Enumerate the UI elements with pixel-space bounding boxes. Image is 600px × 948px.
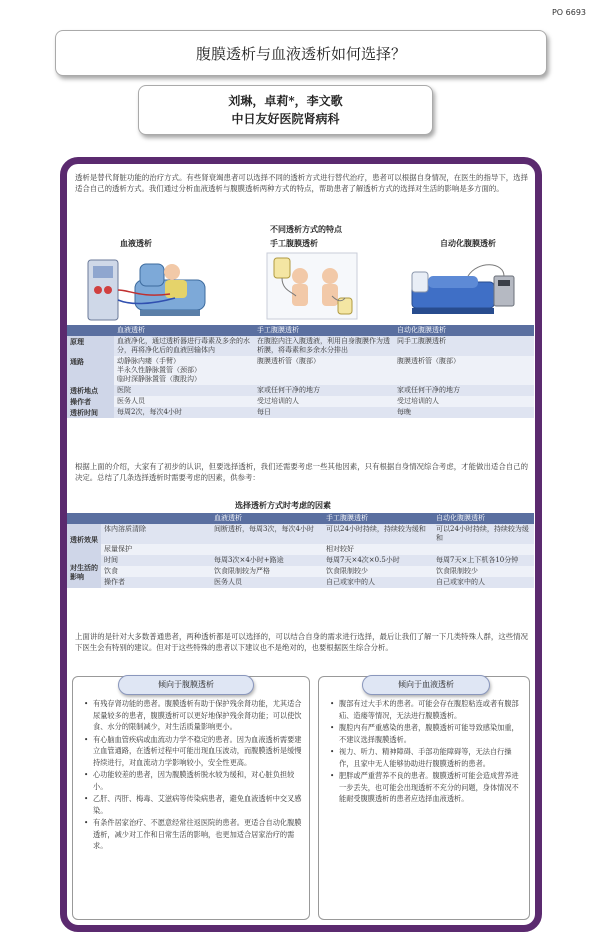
factors-table-header	[67, 513, 534, 524]
manual-pd-illustration	[262, 250, 362, 322]
table-cell	[211, 544, 323, 555]
intro-paragraph: 透析是替代肾脏功能的治疗方式。有些肾衰竭患者可以选择不同的透析方式进行替代治疗，患者可以根据自身情况，在医生的指导下，选择适合自己的透析方式。我们通过分析血液透析与腹膜透析两种方式的特点，帮助患者了解透析方式的选择对生活的影响是多方面的。	[75, 173, 528, 193]
table-cell: 饮食	[104, 567, 118, 575]
table-cell: 相对较好	[326, 545, 354, 553]
table-row	[67, 336, 534, 356]
group-label: 对生活的影响	[67, 555, 101, 588]
table-row	[67, 577, 534, 588]
left-box-title: 倾向于腹膜透析	[118, 675, 254, 695]
table-cell: 每日	[257, 408, 271, 416]
table-row	[67, 407, 534, 418]
author-block	[138, 85, 433, 135]
list-item: • 有条件居家治疗、不愿意经常往返医院的患者。更适合自动化腹膜透析，减少对工作和日常生活的影响，也更加适合居家治疗的需求。	[84, 817, 302, 852]
table-cell: 饮食限制较少	[326, 567, 368, 575]
mode-label-automated-pd: 自动化腹膜透析	[440, 238, 496, 248]
header-cell: 自动化腹膜透析	[394, 325, 534, 336]
poster-code: PO 6693	[551, 8, 586, 17]
table-cell: 医务人员	[117, 397, 145, 405]
table-cell: 每周7天×上下机各10分钟	[436, 556, 519, 564]
table-cell: 操作者	[104, 578, 125, 586]
header-cell: 自动化腹膜透析	[433, 513, 534, 524]
table-row	[67, 566, 534, 577]
row-label: 操作者	[67, 396, 114, 407]
table-cell: 体内溶质清除	[104, 525, 146, 533]
table-cell: 腹膜透析管（腹部）	[397, 357, 460, 365]
list-item: • 肥胖或严重营养不良的患者。腹膜透析可能会造成营养进一步丢失，也可能会出现透析不充分的问题，身体情况不能耐受腹膜透析的患者应选择血液透析。	[330, 770, 522, 805]
features-table-header	[67, 325, 534, 336]
table-cell: 受过培训的人	[257, 397, 299, 405]
table-cell: 同手工腹膜透析	[397, 337, 446, 345]
row-label: 透析时间	[67, 407, 114, 418]
list-item: • 有残存肾功能的患者。腹膜透析有助于保护残余肾功能，尤其适合尿量较多的患者，腹膜透析可以更好地保护残余肾功能；可以使饮食、水分的限制减少，对生活质量影响更小。	[84, 698, 302, 733]
table-cell: 家或任何干净的地方	[397, 386, 460, 394]
header-cell: 手工腹膜透析	[254, 325, 394, 336]
table-row	[67, 385, 534, 396]
table-cell: 医务人员	[214, 578, 242, 586]
list-item: • 乙肝、丙肝、梅毒、艾滋病等传染病患者，避免血液透析中交叉感染。	[84, 793, 302, 816]
table-cell: 每周7天×4次×0.5小时	[326, 556, 400, 564]
middle-paragraph: 根据上面的介绍，大家有了初步的认识，但要选择透析，我们还需要考虑一些其他因素，只有根据自身情况综合考虑，才能做出适合自己的决定。总结了几条选择透析时需要考虑的因素，供参考：	[75, 462, 528, 482]
table-row	[67, 555, 534, 566]
mode-label-manual-pd: 手工腹膜透析	[270, 238, 318, 248]
table-row	[67, 396, 534, 407]
table-row	[67, 544, 534, 555]
table-cell: 腹膜透析管（腹部）	[257, 357, 320, 365]
table-row	[67, 356, 534, 385]
left-bullet-list	[84, 698, 302, 853]
table-cell: 每晚	[397, 408, 411, 416]
table-cell: 时间	[104, 556, 118, 564]
table-cell: 尿量保护	[104, 545, 132, 553]
table-row	[67, 524, 534, 544]
header-cell: 血液透析	[211, 513, 323, 524]
factors-table-title: 选择透析方式时考虑的因素	[235, 500, 331, 510]
hemodialysis-illustration	[80, 250, 230, 325]
table-cell: 每周2次，每次4小时	[117, 408, 182, 416]
right-box-title: 倾向于血液透析	[362, 675, 490, 695]
automated-pd-illustration	[408, 252, 518, 320]
header-cell	[101, 513, 211, 524]
table-cell: 可以24小时持续，持续较为缓和	[326, 525, 426, 533]
features-title: 不同透析方式的特点	[270, 224, 342, 234]
table-cell: 自己或家中的人	[436, 578, 485, 586]
features-table	[67, 325, 534, 418]
list-item: • 腹部有过大手术的患者。可能会存在腹腔粘连或者有腹部疝、造瘘等情况，无法进行腹膜透析。	[330, 698, 522, 721]
row-label: 通路	[67, 356, 114, 385]
header-cell	[67, 513, 101, 524]
table-cell: 受过培训的人	[397, 397, 439, 405]
list-item: • 有心脑血管疾病或血流动力学不稳定的患者。因为血液透析需要建立血管通路，在透析过程中可能出现血压波动，而腹膜透析是缓慢持续进行，对血流动力学影响较小，安全性更高。	[84, 734, 302, 769]
header-cell	[67, 325, 114, 336]
right-bullet-list	[330, 698, 522, 806]
table-cell: 医院	[117, 386, 131, 394]
table-cell: 在腹腔内注入腹透液，利用自身腹膜作为透析膜，将毒素和多余水分排出	[257, 337, 390, 354]
group-label: 透析效果	[67, 524, 101, 555]
poster-title: 腹膜透析与血液透析如何选择？	[55, 30, 547, 76]
table-cell: 动静脉内瘘（手臂） 半永久性静脉置管（颈部） 临时深静脉置管（腹股沟）	[117, 357, 201, 383]
table-cell: 饮食限制较为严格	[214, 567, 270, 575]
table-cell: 每周3次×4小时+路途	[214, 556, 284, 564]
table-cell: 家或任何干净的地方	[257, 386, 320, 394]
mode-label-hemodialysis: 血液透析	[120, 238, 152, 248]
list-item: • 心功能较差的患者，因为腹膜透析脱水较为缓和，对心脏负担较小。	[84, 769, 302, 792]
table-cell	[433, 544, 534, 555]
list-item: • 腹腔内有严重感染的患者，腹膜透析可能导致感染加重，不建议选择腹膜透析。	[330, 722, 522, 745]
table-cell: 间断透析，每周3次，每次4小时	[214, 525, 314, 533]
authors: 刘琳，卓莉*，李文歌	[228, 94, 343, 108]
list-item: • 视力、听力、精神障碍、手部功能障碍等，无法自行操作，且家中无人能够协助进行腹膜透析的患者。	[330, 746, 522, 769]
table-cell: 可以24小时持续，持续较为缓和	[436, 525, 529, 542]
factors-table	[67, 513, 534, 588]
table-cell: 自己或家中的人	[326, 578, 375, 586]
header-cell: 手工腹膜透析	[323, 513, 433, 524]
table-cell: 血液净化，通过透析器进行毒素及多余的水分，再将净化后的血液回输体内	[117, 337, 250, 354]
row-label: 透析地点	[67, 385, 114, 396]
affiliation: 中日友好医院肾病科	[231, 112, 340, 126]
header-cell: 血液透析	[114, 325, 254, 336]
row-label: 原理	[67, 336, 114, 356]
conclusion-paragraph: 上面讲的是针对大多数普通患者，两种透析都是可以选择的，可以结合自身的需求进行选择，最后让我们了解一下几类特殊人群，这些情况下医生会有特别的建议。但对于这些特殊的患者以下建议也不是绝对的，也要根据医生综合分析。	[75, 632, 528, 652]
table-cell: 饮食限制较少	[436, 567, 478, 575]
